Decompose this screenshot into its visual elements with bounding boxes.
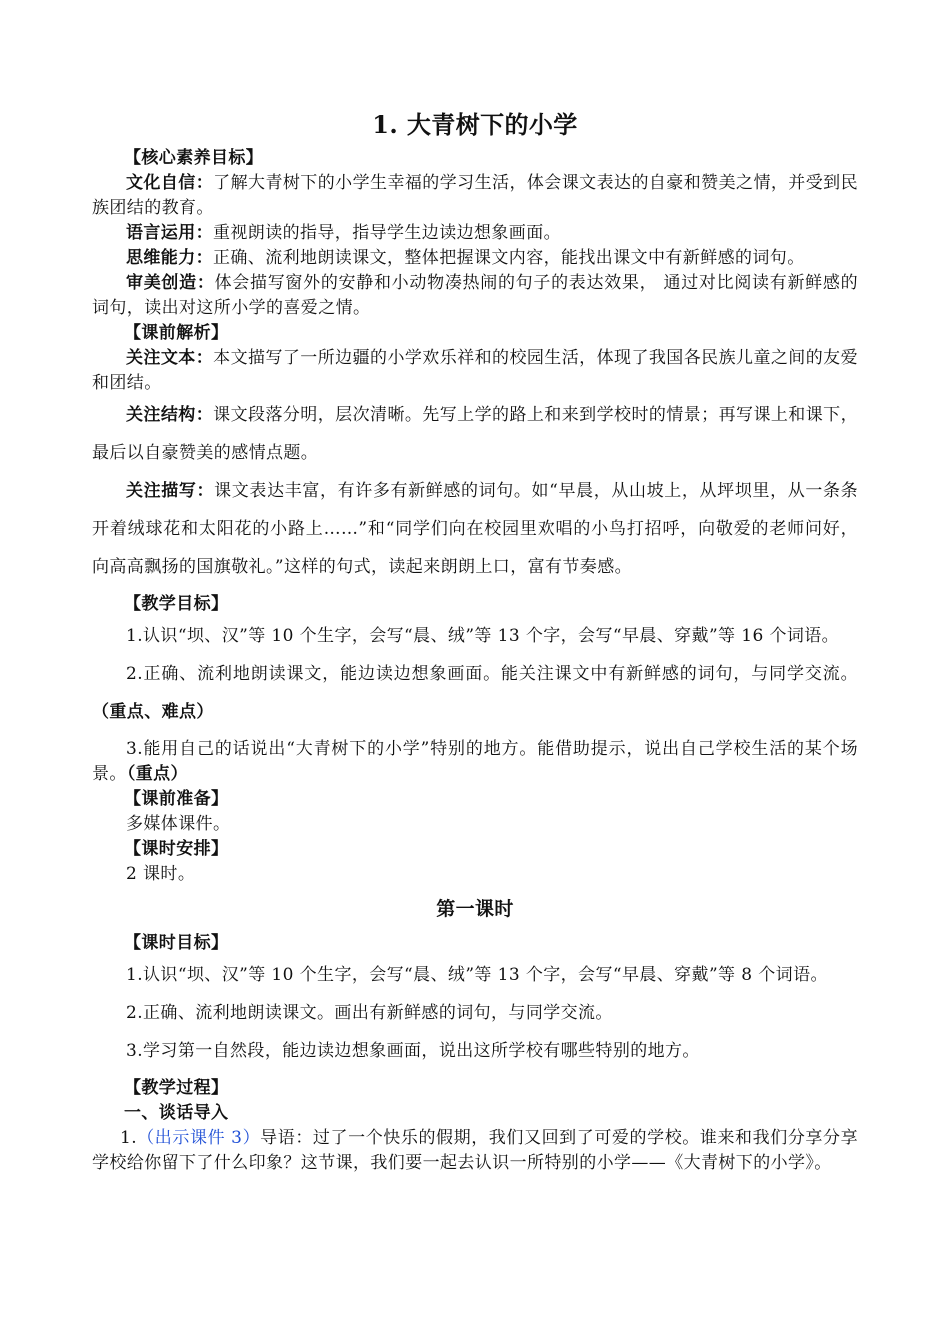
section-heading-schedule: 【课时安排】: [124, 839, 229, 859]
section-heading-lesson-goals: 【课时目标】: [124, 933, 229, 953]
paragraph-focus-description: [92, 472, 858, 586]
teaching-goal-3-text: 3.能用自己的话说出“大青树下的小学”特别的地方。能借助提示，说出自己学校生活的某个场景。: [92, 739, 858, 784]
label-focus-text: 关注文本：: [126, 348, 214, 368]
paragraph-focus-text: [92, 346, 858, 396]
paragraph-culture: [92, 171, 858, 221]
paragraph-aesthetic: [92, 271, 858, 321]
label-culture: 文化自信：: [126, 173, 214, 193]
label-focus-structure: 关注结构：: [126, 405, 214, 425]
teaching-goal-2-text: 2.正确、流利地朗读课文，能边读边想象画面。能关注课文中有新鲜感的词句，与同学交流。: [126, 664, 858, 684]
step-intro-number: 1.: [120, 1128, 138, 1148]
teaching-goal-3: [92, 737, 858, 787]
lesson-goal-3: 3.学习第一自然段，能边读边想象画面，说出这所学校有哪些特别的地方。: [126, 1041, 700, 1061]
label-aesthetic: 审美创造：: [126, 273, 215, 293]
text-thinking: 正确、流利地朗读课文，整体把握课文内容，能找出课文中有新鲜感的词句。: [213, 248, 805, 268]
paragraph-focus-structure: [92, 396, 858, 472]
courseware-link[interactable]: （出示课件 3）: [137, 1128, 261, 1148]
text-culture: 了解大青树下的小学生幸福的学习生活，体会课文表达的自豪和赞美之情，并受到民族团结的教育。: [92, 173, 858, 218]
preparation-text: 多媒体课件。: [126, 814, 231, 834]
step-intro-paragraph: [92, 1126, 858, 1176]
section-heading-preparation: 【课前准备】: [124, 789, 229, 809]
teaching-goal-2-tag: （重点、难点）: [92, 702, 214, 722]
text-language: 重视朗读的指导，指导学生边读边想象画面。: [213, 223, 561, 243]
teaching-goal-2: [92, 655, 858, 731]
step-intro-text: 导语：过了一个快乐的假期，我们又回到了可爱的学校。谁来和我们分享分享学校给你留下了什么印象？这节课，我们要一起去认识一所特别的小学——《大青树下的小学》。: [92, 1128, 858, 1173]
teaching-goal-3-tag: （重点）: [126, 764, 188, 784]
section-heading-analysis: 【课前解析】: [124, 323, 229, 343]
section-heading-teaching-goals: 【教学目标】: [124, 594, 229, 614]
lesson-goal-1: 1.认识“坝、汉”等 10 个生字，会写“晨、绒”等 13 个字，会写“早晨、穿戴”等 8 个词语。: [126, 965, 828, 985]
page-title: 1. 大青树下的小学: [372, 110, 578, 139]
label-language: 语言运用：: [126, 223, 213, 243]
label-focus-description: 关注描写：: [126, 481, 215, 501]
text-focus-text: 本文描写了一所边疆的小学欢乐祥和的校园生活，体现了我国各民族儿童之间的友爱和团结。: [92, 348, 858, 393]
lesson-title: 第一课时: [436, 898, 514, 920]
document-page: [92, 108, 858, 1176]
teaching-goal-1: 1.认识“坝、汉”等 10 个生字，会写“晨、绒”等 13 个字，会写“早晨、穿戴”等 16 个词语。: [126, 626, 840, 646]
label-thinking: 思维能力：: [126, 248, 213, 268]
lesson-goal-2: 2.正确、流利地朗读课文。画出有新鲜感的词句，与同学交流。: [126, 1003, 613, 1023]
paragraph-language: [92, 221, 858, 246]
text-focus-description: 课文表达丰富，有许多有新鲜感的词句。如“早晨，从山坡上，从坪坝里，从一条条开着绒球花和太阳花的小路上……”和“同学们向在校园里欢唱的小鸟打招呼，向敬爱的老师问好，向高高飘扬的国旗敬礼。”这样的句式，读起来朗朗上口，富有节奏感。: [92, 481, 859, 577]
schedule-text: 2 课时。: [126, 864, 196, 884]
paragraph-thinking: [92, 246, 858, 271]
step-heading-intro: 一、谈话导入: [124, 1103, 229, 1123]
text-aesthetic: 体会描写窗外的安静和小动物凑热闹的句子的表达效果， 通过对比阅读有新鲜感的词句，读出对这所小学的喜爱之情。: [92, 273, 859, 318]
text-focus-structure: 课文段落分明，层次清晰。先写上学的路上和来到学校时的情景；再写课上和课下，最后以自豪赞美的感情点题。: [92, 405, 858, 463]
section-heading-process: 【教学过程】: [124, 1078, 229, 1098]
section-heading-core-goals: 【核心素养目标】: [124, 148, 264, 168]
